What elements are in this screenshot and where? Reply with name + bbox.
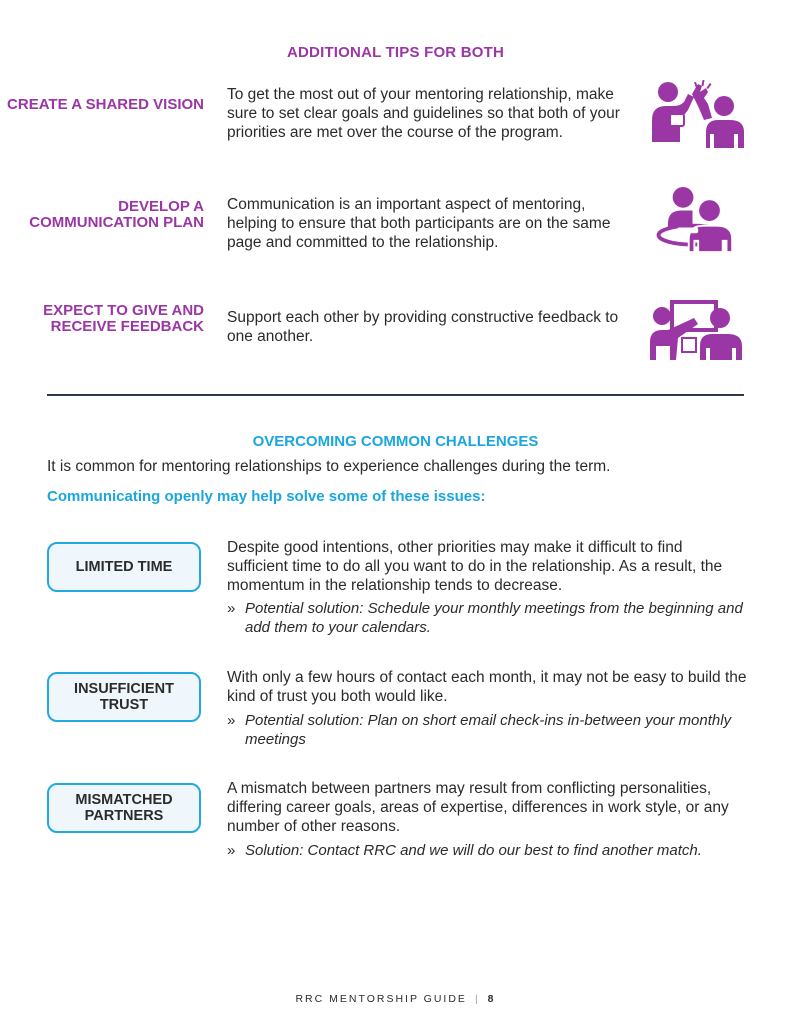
challenge-solution-mismatched-partners bbox=[227, 841, 747, 860]
challenge-text-limited-time: Despite good intentions, other priorities may make it difficult to find sufficient time to do all you want to do in the relationship. As a result, the momentum in the relationship tends to decrease. bbox=[227, 539, 723, 594]
challenge-box-limited-time: LIMITED TIME bbox=[47, 542, 201, 592]
tip-label-shared-vision: CREATE A SHARED VISION bbox=[7, 96, 204, 113]
solution-text: Solution: Contact RRC and we will do our best to find another match. bbox=[245, 842, 702, 859]
page-footer bbox=[0, 993, 791, 1005]
tip-label-feedback: EXPECT TO GIVE AND RECEIVE FEEDBACK bbox=[43, 302, 204, 335]
solution-text: Potential solution: Plan on short email check-ins in-between your monthly meetings bbox=[245, 712, 732, 748]
tips-heading: ADDITIONAL TIPS FOR BOTH bbox=[286, 44, 505, 61]
challenge-text-insufficient-trust: With only a few hours of contact each month, it may not be easy to build the kind of trust you both would like. bbox=[227, 669, 747, 705]
section-divider bbox=[47, 394, 744, 396]
bullet-chevron: » bbox=[227, 842, 236, 859]
presentation-icon bbox=[648, 296, 746, 364]
high-five-icon bbox=[648, 80, 746, 148]
challenges-intro: It is common for mentoring relationships to experience challenges during the term. bbox=[47, 458, 611, 475]
challenge-solution-limited-time bbox=[227, 599, 747, 637]
solution-text: Potential solution: Schedule your monthly meetings from the beginning and add them to your calendars. bbox=[245, 600, 743, 636]
footer-title: RRC MENTORSHIP GUIDE bbox=[295, 993, 467, 1005]
tip-text-feedback: Support each other by providing constructive feedback to one another. bbox=[227, 309, 619, 345]
bullet-chevron: » bbox=[227, 712, 236, 729]
challenge-box-mismatched-partners: MISMATCHED PARTNERS bbox=[47, 783, 201, 833]
meeting-table-icon bbox=[652, 186, 750, 254]
tip-label-communication-plan: DEVELOP A COMMUNICATION PLAN bbox=[29, 198, 204, 231]
bullet-chevron: » bbox=[227, 600, 236, 617]
challenge-solution-insufficient-trust bbox=[227, 711, 747, 749]
page-number: 8 bbox=[487, 993, 496, 1005]
challenge-box-insufficient-trust: INSUFFICIENT TRUST bbox=[47, 672, 201, 722]
tip-text-communication-plan: Communication is an important aspect of mentoring, helping to ensure that both participants are on the same page and committed to the relationship. bbox=[227, 196, 611, 251]
footer-separator: | bbox=[474, 993, 480, 1005]
challenges-subheading: Communicating openly may help solve some of these issues: bbox=[47, 488, 486, 505]
tip-text-shared-vision: To get the most out of your mentoring relationship, make sure to set clear goals and guidelines so that both of your priorities are met over the course of the program. bbox=[227, 86, 620, 141]
challenge-text-mismatched-partners: A mismatch between partners may result from conflicting personalities, differing career goals, areas of expertise, differences in work style, or any number of other reasons. bbox=[227, 780, 729, 835]
challenges-heading: OVERCOMING COMMON CHALLENGES bbox=[252, 433, 539, 450]
